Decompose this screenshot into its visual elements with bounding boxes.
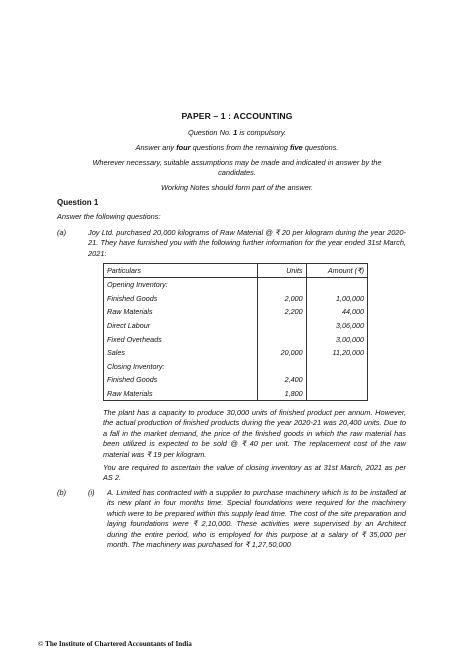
- part-a-label: (a): [57, 228, 67, 237]
- table-header-cell: Particulars: [104, 264, 258, 278]
- table-header-cell: Units: [258, 264, 306, 278]
- part-b-label: (b): [57, 488, 67, 497]
- question-heading: Question 1: [57, 198, 99, 207]
- table-row: Opening Inventory:: [104, 278, 368, 292]
- part-a-text: Joy Ltd. purchased 20,000 kilograms of Raw Material @ ₹ 20 per kilogram during the year 2020-21. They have furnished you with the following further information for the year ended 31st March, 2021:: [88, 228, 406, 258]
- part-a-paragraph-capacity: The plant has a capacity to produce 30,000 units of finished product per annum. However, the actual production of finished products during the year 2020-21 was 20,400 units. Due to a fall in the market demand, the price of the finished goods in which the raw material has been utilized is expected to be sold @ ₹ 40 per unit. The replacement cost of the raw material was ₹ 19 per kilogram.: [103, 408, 406, 459]
- question-intro: Answer the following questions:: [57, 212, 161, 221]
- table-header-row: [104, 264, 368, 278]
- part-b-text: A. Limited has contracted with a supplier to purchase machinery which is to be installed at its new plant in four months time. Special foundations were required for the machinery which were to be prepared within this supply lead time. The cost of the site preparation and laying foundations were ₹ 2,10,000. These activities were supervised by an Architect during the entire period, who is employed for this purpose at a salary of ₹ 35,000 per month. The machinery was purchased for ₹ 1,27,50,000: [107, 488, 406, 550]
- part-a-paragraph-requirement: You are required to ascertain the value of closing inventory as at 31st March, 2021 as per AS 2.: [103, 463, 406, 483]
- table-row: Raw Materials 1,800: [104, 387, 368, 401]
- table-row: Closing Inventory:: [104, 360, 368, 374]
- instruction-answer-any: Answer any four questions from the remaining five questions.: [135, 143, 339, 152]
- table-row: Sales 20,000 11,20,000: [104, 346, 368, 360]
- table-header-cell: Amount (₹): [306, 264, 367, 278]
- instruction-working-notes: Working Notes should form part of the answer.: [160, 183, 314, 192]
- instruction-compulsory: Question No. 1 is compulsory.: [187, 128, 287, 137]
- inventory-table: [103, 263, 368, 401]
- table-row: Raw Materials 2,200 44,000: [104, 305, 368, 319]
- footer-copyright: © The Institute of Chartered Accountants of India: [38, 640, 192, 648]
- part-b-sublabel: (i): [88, 488, 95, 497]
- table-row: Finished Goods 2,000 1,00,000: [104, 292, 368, 306]
- table-row: Fixed Overheads 3,00,000: [104, 332, 368, 346]
- instruction-assumptions: Wherever necessary, suitable assumptions may be made and indicated in answer by the candidates.: [92, 158, 382, 177]
- page-title: PAPER – 1 : ACCOUNTING: [181, 111, 293, 121]
- table-row: Finished Goods 2,400: [104, 373, 368, 387]
- table-row: Direct Labour 3,06,000: [104, 319, 368, 333]
